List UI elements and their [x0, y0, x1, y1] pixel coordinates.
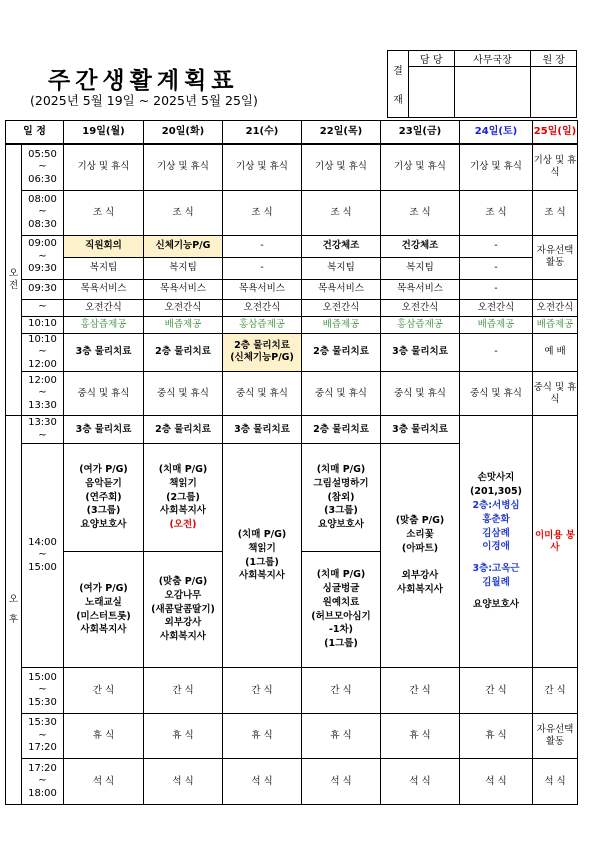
cell-snack-mon: 간 식 — [64, 668, 144, 714]
cell-breakfast-sat: 조 식 — [460, 190, 533, 235]
cell-juice-sat: 배즙제공 — [460, 316, 533, 333]
cell-snack-am-sat: 오전간식 — [460, 299, 533, 316]
cell-breakfast-thu: 조 식 — [302, 190, 381, 235]
time-1530: 15:30 ~ 17:20 — [22, 714, 64, 759]
time-0800: 08:00 ~ 08:30 — [22, 190, 64, 235]
time-1500: 15:00 ~ 15:30 — [22, 668, 64, 714]
cell-snack-wed: 간 식 — [223, 668, 302, 714]
day-fri: 23일(금) — [381, 121, 460, 145]
cell-juice-tue: 배즙제공 — [144, 316, 223, 333]
cell-lunch-thu: 중식 및 휴식 — [302, 372, 381, 416]
cell-fri-welfare: 복지팀 — [381, 257, 460, 279]
cell-rest-fri: 휴 식 — [381, 714, 460, 759]
cell-bath-tue: 목욕서비스 — [144, 279, 223, 299]
cell-pt-am-thu: 2층 물리치료 — [302, 333, 381, 372]
cell-snack-am-wed: 오전간식 — [223, 299, 302, 316]
cell-breakfast-tue: 조 식 — [144, 190, 223, 235]
day-sat: 24일(토) — [460, 121, 533, 145]
cell-bath-wed: 목욕서비스 — [223, 279, 302, 299]
cell-rest-thu: 휴 식 — [302, 714, 381, 759]
cell-pt-pm-thu: 2층 물리치료 — [302, 416, 381, 444]
cell-dinner-fri: 석 식 — [381, 759, 460, 805]
approval-header-director: 원 장 — [531, 51, 577, 67]
cell-bath-sun — [533, 279, 578, 299]
cell-free-sun: 자유선택 활동 — [533, 714, 578, 759]
time-0900: 09:00 ~ 09:30 — [22, 235, 64, 279]
cell-lunch-sun: 중식 및 휴식 — [533, 372, 578, 416]
row-therapy-am — [6, 333, 578, 372]
cell-juice-sun: 배즙제공 — [533, 316, 578, 333]
time-1720: 17:20 ~ 18:00 — [22, 759, 64, 805]
cell-rest-mon: 휴 식 — [64, 714, 144, 759]
cell-snack-am-thu: 오전간식 — [302, 299, 381, 316]
cell-sat-welfare: - — [460, 257, 533, 279]
cell-fri-health: 건강체조 — [381, 235, 460, 257]
cell-wed-0900: - — [223, 235, 302, 257]
cell-pt-pm-mon: 3층 물리치료 — [64, 416, 144, 444]
row-0900-b — [6, 257, 578, 279]
cell-pt-am-sat: - — [460, 333, 533, 372]
cell-juice-thu: 배즙제공 — [302, 316, 381, 333]
cell-sun-free: 자유선택 활동 — [533, 235, 578, 279]
cell-lunch-fri: 중식 및 휴식 — [381, 372, 460, 416]
cell-dinner-wed: 석 식 — [223, 759, 302, 805]
cell-snack-sun: 간 식 — [533, 668, 578, 714]
cell-wake-thu: 기상 및 휴식 — [302, 144, 381, 190]
day-tue: 20일(화) — [144, 121, 223, 145]
cell-bath-sat: - — [460, 279, 533, 299]
cell-program-wed: (치매 P/G) 책읽기 (1그룹) 사회복지사 — [223, 444, 302, 668]
cell-thu-welfare: 복지팀 — [302, 257, 381, 279]
cell-snack-fri: 간 식 — [381, 668, 460, 714]
weekly-schedule-table — [5, 120, 578, 805]
cell-snack-am-tue: 오전간식 — [144, 299, 223, 316]
cell-lunch-sat: 중식 및 휴식 — [460, 372, 533, 416]
cell-lunch-tue: 중식 및 휴식 — [144, 372, 223, 416]
day-mon: 19일(월) — [64, 121, 144, 145]
cell-sun-beauty: 이미용 봉사 — [533, 416, 578, 668]
cell-wed-welfare: - — [223, 257, 302, 279]
cell-rest-sat: 휴 식 — [460, 714, 533, 759]
page-title: 주간생활계획표 — [48, 68, 239, 94]
cell-pt-am-tue: 2층 물리치료 — [144, 333, 223, 372]
cell-breakfast-fri: 조 식 — [381, 190, 460, 235]
approval-header-secretary: 사무국장 — [454, 51, 531, 67]
day-wed: 21(수) — [223, 121, 302, 145]
cell-thu-health: 건강체조 — [302, 235, 381, 257]
cell-dinner-thu: 석 식 — [302, 759, 381, 805]
cell-snack-am-sun: 오전간식 — [533, 299, 578, 316]
row-lunch — [6, 372, 578, 416]
approval-side-label: 결 재 — [388, 51, 409, 118]
cell-program-tue-a: (치매 P/G) 책읽기 (2그룹) 사회복지사 (오전) — [144, 444, 223, 552]
row-wake — [6, 144, 578, 190]
cell-pt-am-fri: 3층 물리치료 — [381, 333, 460, 372]
cell-snack-am-fri: 오전간식 — [381, 299, 460, 316]
time-1010-1200: 10:10 ~ 12:00 — [22, 333, 64, 372]
cell-wake-sun: 기상 및 휴식 — [533, 144, 578, 190]
cell-rest-tue: 휴 식 — [144, 714, 223, 759]
cell-mon-meeting: 직원회의 — [64, 235, 144, 257]
row-dinner — [6, 759, 578, 805]
cell-dinner-sat: 석 식 — [460, 759, 533, 805]
time-1330: 13:30 ~ — [22, 416, 64, 444]
time-tilde-1010: ~ — [22, 299, 64, 316]
cell-breakfast-mon: 조 식 — [64, 190, 144, 235]
period-subtitle: (2025년 5월 19일 ~ 2025년 5월 25일) — [30, 93, 258, 108]
row-rest — [6, 714, 578, 759]
cell-worship-sun: 예 배 — [533, 333, 578, 372]
row-therapy-pm — [6, 416, 578, 444]
cell-bath-thu: 목욕서비스 — [302, 279, 381, 299]
cell-pt-pm-wed: 3층 물리치료 — [223, 416, 302, 444]
cell-bath-mon: 목욕서비스 — [64, 279, 144, 299]
cell-pt-am-mon: 3층 물리치료 — [64, 333, 144, 372]
row-0900-a — [6, 235, 578, 257]
cell-bath-fri: 목욕서비스 — [381, 279, 460, 299]
cell-dinner-mon: 석 식 — [64, 759, 144, 805]
approval-sign-secretary[interactable] — [454, 67, 531, 118]
row-snack-pm — [6, 668, 578, 714]
cell-tue-function: 신체기능P/G — [144, 235, 223, 257]
cell-program-thu-a: (치매 P/G) 그림설명하기 (참외) (3그룹) 요양보호사 — [302, 444, 381, 552]
cell-pt-am-wed: 2층 물리치료 (신체기능P/G) — [223, 333, 302, 372]
cell-program-fri: (맞춤 P/G) 소리꽃 (아파트) 외부강사 사회복지사 — [381, 444, 460, 668]
cell-dinner-tue: 석 식 — [144, 759, 223, 805]
time-0550: 05:50 ~ 06:30 — [22, 144, 64, 190]
approval-sign-manager[interactable] — [409, 67, 455, 118]
approval-sign-director[interactable] — [531, 67, 577, 118]
cell-snack-am-mon: 오전간식 — [64, 299, 144, 316]
row-breakfast — [6, 190, 578, 235]
time-0930: 09:30 — [22, 279, 64, 299]
cell-breakfast-wed: 조 식 — [223, 190, 302, 235]
time-1010: 10:10 — [22, 316, 64, 333]
row-snack-am-b — [6, 316, 578, 333]
cell-wake-mon: 기상 및 휴식 — [64, 144, 144, 190]
cell-lunch-mon: 중식 및 휴식 — [64, 372, 144, 416]
schedule-label: 일 정 — [6, 121, 64, 145]
cell-program-tue-b: (맞춤 P/G) 오감나무 (새콤달콤딸기) 외부강사 사회복지사 — [144, 552, 223, 668]
cell-sat-0900: - — [460, 235, 533, 257]
cell-snack-sat: 간 식 — [460, 668, 533, 714]
cell-lunch-wed: 중식 및 휴식 — [223, 372, 302, 416]
row-bath — [6, 279, 578, 299]
cell-wake-tue: 기상 및 휴식 — [144, 144, 223, 190]
cell-snack-thu: 간 식 — [302, 668, 381, 714]
cell-program-mon-b: (여가 P/G) 노래교실 (미스터트롯) 사회복지사 — [64, 552, 144, 668]
cell-mon-welfare: 복지팀 — [64, 257, 144, 279]
cell-juice-wed: 홍삼즙제공 — [223, 316, 302, 333]
cell-tue-welfare: 복지팀 — [144, 257, 223, 279]
cell-pt-pm-fri: 3층 물리치료 — [381, 416, 460, 444]
row-snack-am-a — [6, 299, 578, 316]
period-pm: 오 후 — [6, 416, 22, 805]
period-am: 오 전 — [6, 144, 22, 416]
time-1400: 14:00 ~ 15:00 — [22, 444, 64, 668]
cell-juice-mon: 홍삼즙제공 — [64, 316, 144, 333]
cell-sat-massage: 손맛사지 (201,305) 2층:서병심 홍춘화 김삼례 이경애 3층:고옥근 김월례 요양보호사 — [460, 416, 533, 668]
cell-juice-fri: 홍삼즙제공 — [381, 316, 460, 333]
day-thu: 22일(목) — [302, 121, 381, 145]
time-1200: 12:00 ~ 13:30 — [22, 372, 64, 416]
cell-snack-tue: 간 식 — [144, 668, 223, 714]
cell-wake-fri: 기상 및 휴식 — [381, 144, 460, 190]
approval-header-manager: 담 당 — [409, 51, 455, 67]
cell-program-mon-a: (여가 P/G) 음악듣기 (연주회) (3그룹) 요양보호사 — [64, 444, 144, 552]
cell-wake-wed: 기상 및 휴식 — [223, 144, 302, 190]
cell-breakfast-sun: 조 식 — [533, 190, 578, 235]
cell-pt-pm-tue: 2층 물리치료 — [144, 416, 223, 444]
day-sun: 25일(일) — [533, 121, 578, 145]
cell-program-thu-b: (치매 P/G) 싱글벙글 원예치료 (허브모아심기 -1차) (1그룹) — [302, 552, 381, 668]
cell-wake-sat: 기상 및 휴식 — [460, 144, 533, 190]
cell-dinner-sun: 석 식 — [533, 759, 578, 805]
cell-rest-wed: 휴 식 — [223, 714, 302, 759]
approval-box — [387, 50, 577, 118]
header-row — [6, 121, 578, 145]
